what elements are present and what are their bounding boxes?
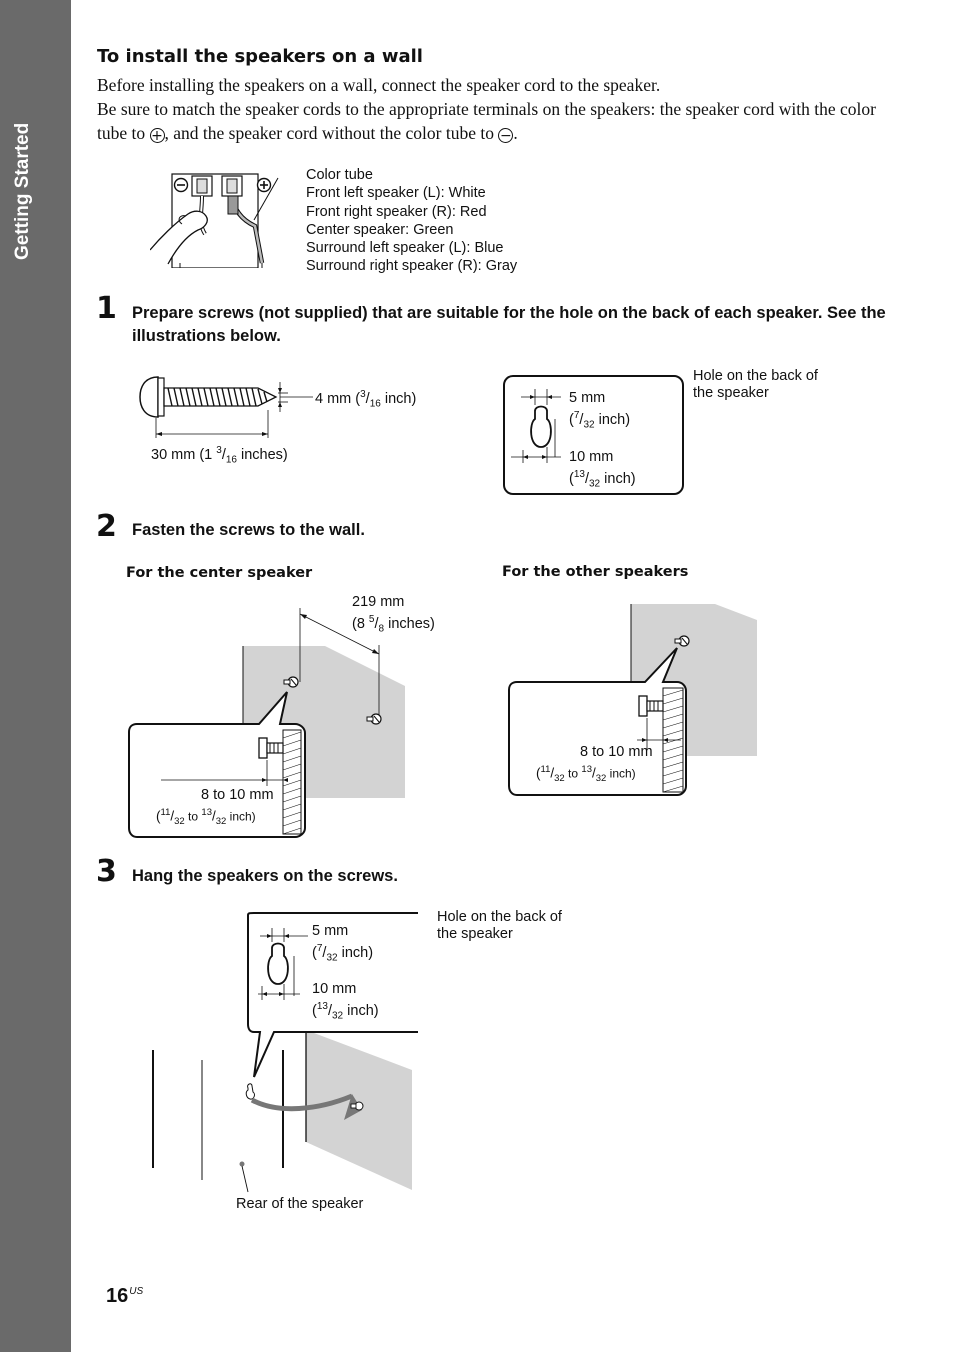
step-3-text: Hang the speakers on the screws. bbox=[132, 867, 398, 885]
plus-terminal-icon: + bbox=[151, 128, 163, 144]
hole-caption bbox=[693, 368, 818, 402]
color-tube-title: Color tube bbox=[306, 167, 373, 183]
hang-hole-caption-line-2: the speaker bbox=[437, 926, 513, 942]
screw-spacing-inch: (8 $^5/_8$ inches) bbox=[352, 614, 435, 635]
sidebar bbox=[0, 0, 71, 1352]
hole-height-inch: ($^{13}/_{32}$ inch) bbox=[569, 469, 636, 490]
hole-caption-line-1: Hole on the back of bbox=[693, 368, 818, 384]
other-screw-depth-inch: ($^{11}/_{32}$ to $^{13}/_{32}$ inch) bbox=[536, 764, 636, 785]
step-2-text: Fasten the screws to the wall. bbox=[132, 521, 365, 539]
hang-hole-width-inch: ($^7/_{32}$ inch) bbox=[312, 943, 374, 964]
color-tube-item: Front left speaker (L): White bbox=[306, 185, 486, 202]
screw-illustration bbox=[138, 372, 318, 444]
center-screw-depth-inch: ($^{11}/_{32}$ to $^{13}/_{32}$ inch) bbox=[156, 807, 256, 828]
hang-hole-width-mm: 5 mm bbox=[312, 923, 349, 939]
section-title: To install the speakers on a wall bbox=[97, 46, 423, 67]
step-3-number: 3 bbox=[96, 854, 117, 889]
page-region-suffix: US bbox=[129, 1286, 144, 1297]
screw-length-label: 30 mm (1 $^3/_{16}$ inches) bbox=[151, 445, 288, 466]
screw-diameter-label: 4 mm ($^3/_{16}$ inch) bbox=[315, 389, 417, 410]
center-screw-depth-mm: 8 to 10 mm bbox=[201, 787, 274, 803]
color-tube-item: Center speaker: Green bbox=[306, 221, 454, 238]
hang-hole-caption-line-1: Hole on the back of bbox=[437, 909, 562, 925]
minus-terminal-icon: − bbox=[499, 128, 512, 144]
intro-line-1: Before installing the speakers on a wall, connect the speaker cord to the speaker. bbox=[97, 75, 661, 95]
color-tube-item: Front right speaker (R): Red bbox=[306, 203, 487, 220]
other-speakers-heading: For the other speakers bbox=[502, 564, 689, 580]
hole-height-mm: 10 mm bbox=[569, 449, 614, 465]
other-screw-depth-mm: 8 to 10 mm bbox=[580, 744, 653, 760]
intro-line-2-part-a: Be sure to match the speaker cords to the appropriate terminals on the speakers: the speaker cord with the color tube to bbox=[97, 99, 876, 143]
center-speaker-heading: For the center speaker bbox=[126, 565, 313, 581]
step-1-text: Prepare screws (not supplied) that are suitable for the hole on the back of each speaker. See the illustrations below. bbox=[132, 304, 886, 345]
hole-width-mm: 5 mm bbox=[569, 390, 606, 406]
screw-spacing-mm: 219 mm bbox=[352, 594, 405, 610]
intro-text bbox=[97, 73, 897, 145]
color-tube-legend bbox=[306, 166, 517, 276]
hang-hole-height-inch: ($^{13}/_{32}$ inch) bbox=[312, 1001, 379, 1022]
page-number-value: 16 bbox=[106, 1285, 129, 1307]
color-tube-item: Surround right speaker (R): Gray bbox=[306, 258, 518, 275]
speaker-terminal-illustration bbox=[150, 168, 290, 268]
page-number bbox=[106, 1285, 143, 1308]
color-tube-item: Surround left speaker (L): Blue bbox=[306, 240, 504, 257]
hole-width-inch: ($^7/_{32}$ inch) bbox=[569, 410, 631, 431]
hang-speaker-illustration bbox=[148, 910, 418, 1200]
rear-of-speaker-label: Rear of the speaker bbox=[236, 1196, 364, 1212]
sidebar-section-label: Getting Started bbox=[12, 122, 33, 260]
intro-line-2-part-b: , and the speaker cord without the color tube to bbox=[164, 123, 499, 143]
step-2-number: 2 bbox=[96, 509, 117, 544]
hang-hole-caption bbox=[437, 909, 562, 943]
hang-hole-height-mm: 10 mm bbox=[312, 981, 357, 997]
intro-line-2-part-c: . bbox=[513, 123, 518, 143]
hole-caption-line-2: the speaker bbox=[693, 385, 769, 401]
intro-line-2 bbox=[97, 97, 897, 145]
step-1-number: 1 bbox=[96, 291, 117, 326]
